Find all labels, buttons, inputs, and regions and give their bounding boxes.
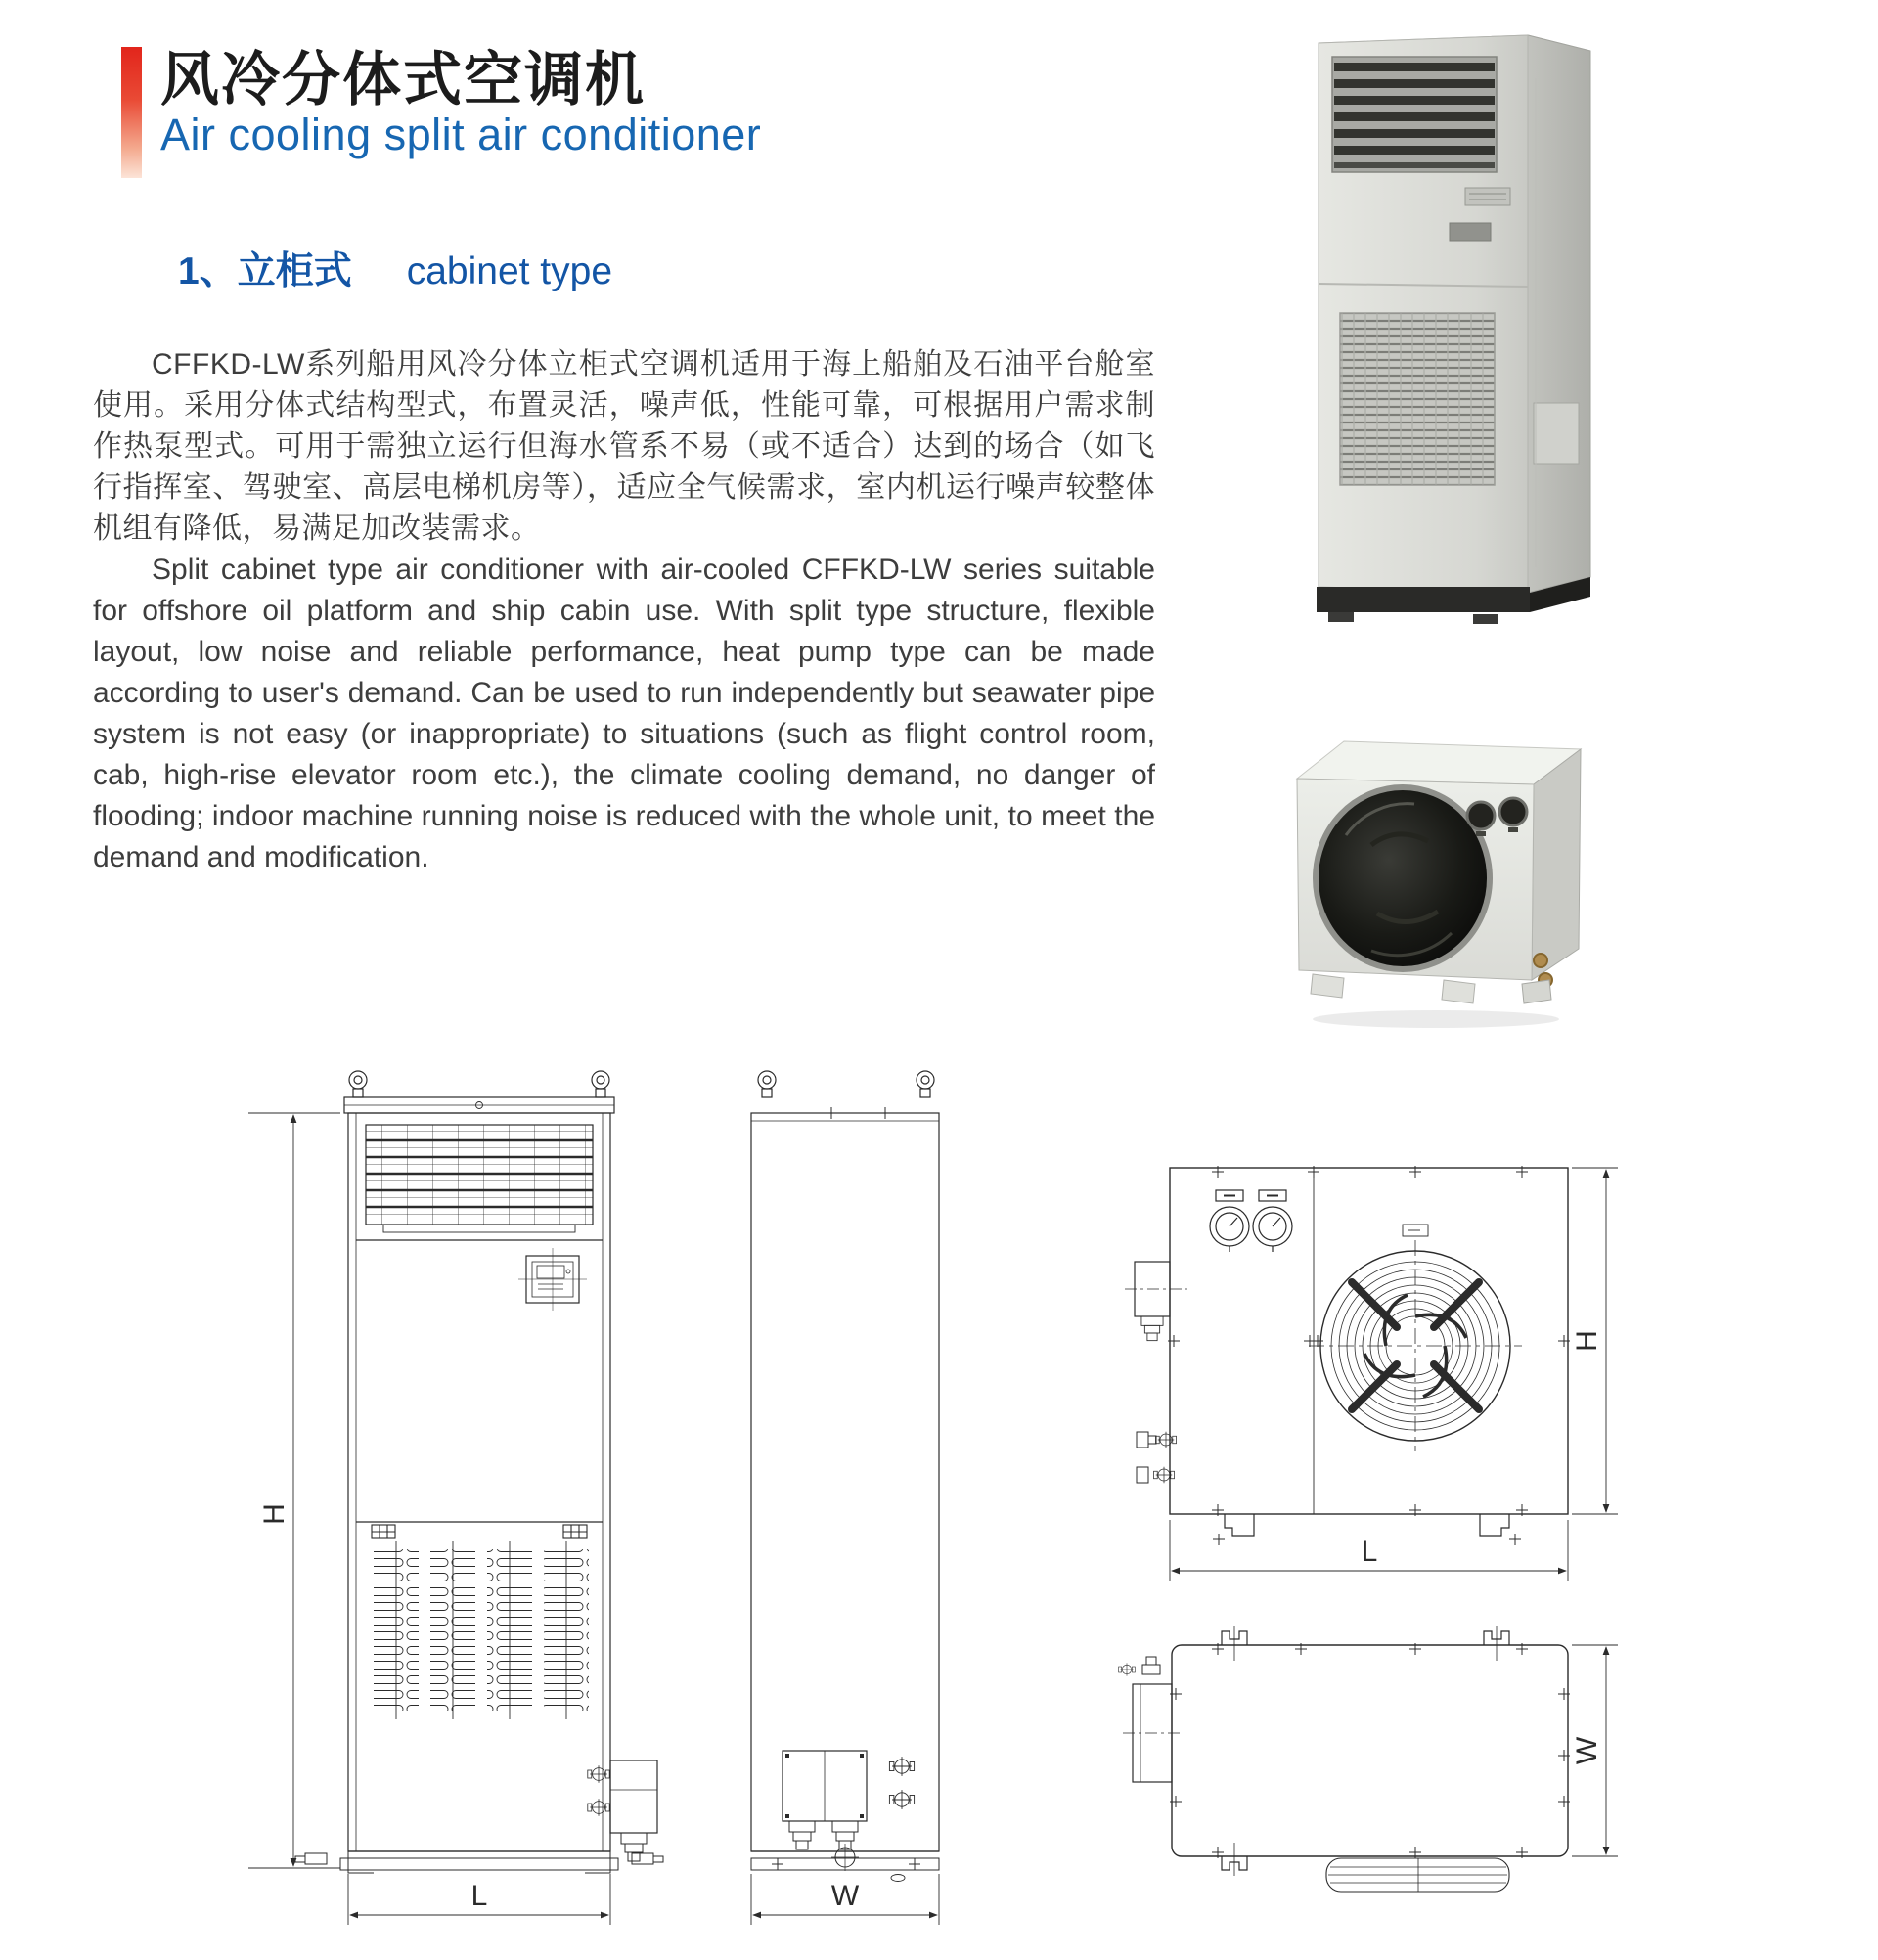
condenser-top-coil xyxy=(1326,1858,1509,1892)
condenser-top-junction-box xyxy=(1119,1657,1180,1782)
cabinet-side-view-drawing xyxy=(751,1071,939,1925)
condenser-top-view-drawing xyxy=(1119,1626,1618,1892)
side-view-junction-box xyxy=(782,1751,867,1849)
section-type-label: cabinet type xyxy=(406,250,613,292)
description-paragraph-chinese: CFFKD-LW系列船用风冷分体立柜式空调机适用于海上船舶及石油平台舱室使用。采用分体式结构型式，布置灵活，噪声低，性能可靠，可根据用户需求制作热泵型式。可用于需独立运行但海水管系不易（或不适合）达到的场合（如飞行指挥室、驾驶室、高层电梯机房等），适应全气候需求，室内机运行噪声较整体机组有降低，易满足加改装需求。 xyxy=(93,348,1155,545)
condenser-front-view-drawing xyxy=(1125,1166,1618,1581)
condenser-drawing-gauges xyxy=(1210,1190,1292,1252)
description-paragraph-english: Split cabinet type air conditioner with air-cooled CFFKD-LW series suitable for offshore oil platform and ship cabin use. With split type structure, flexible layout, low noise and reliable performance, heat pump type can be made according to user's demand. Can be used to run independently but seawater pipe system is not easy (or inappropriate) to situations (such as flight control room, cab, high-rise elevator room etc.), the climate cooling demand, no danger of flooding; indoor machine running noise is reduced with the whole unit, to meet the demand and modification. xyxy=(93,554,1155,873)
condenser-drawing-junction-box xyxy=(1125,1262,1187,1341)
section-number-label: 1、立柜式 xyxy=(178,250,352,292)
condenser-drawing-fan xyxy=(1309,1225,1522,1451)
dimension-label-condenser-width: W xyxy=(1571,1736,1603,1765)
cabinet-front-view-drawing xyxy=(248,1071,663,1925)
cabinet-drawing-louver-vents xyxy=(374,1541,589,1719)
page-title-english: Air cooling split air conditioner xyxy=(160,110,762,159)
dimension-label-condenser-length: L xyxy=(1361,1536,1378,1568)
cabinet-drawing-junction-box xyxy=(588,1760,657,1861)
dimension-label-cabinet-length: L xyxy=(470,1880,488,1912)
condenser-top-mounting-brackets xyxy=(1222,1626,1509,1876)
dimension-label-condenser-height: H xyxy=(1571,1330,1603,1352)
page-title-chinese: 风冷分体式空调机 xyxy=(160,47,646,112)
cabinet-drawing-grille xyxy=(366,1125,593,1232)
dimension-label-cabinet-width: W xyxy=(830,1880,860,1912)
cabinet-drawing-control-panel xyxy=(518,1248,587,1311)
dimension-label-cabinet-height: H xyxy=(258,1503,291,1525)
